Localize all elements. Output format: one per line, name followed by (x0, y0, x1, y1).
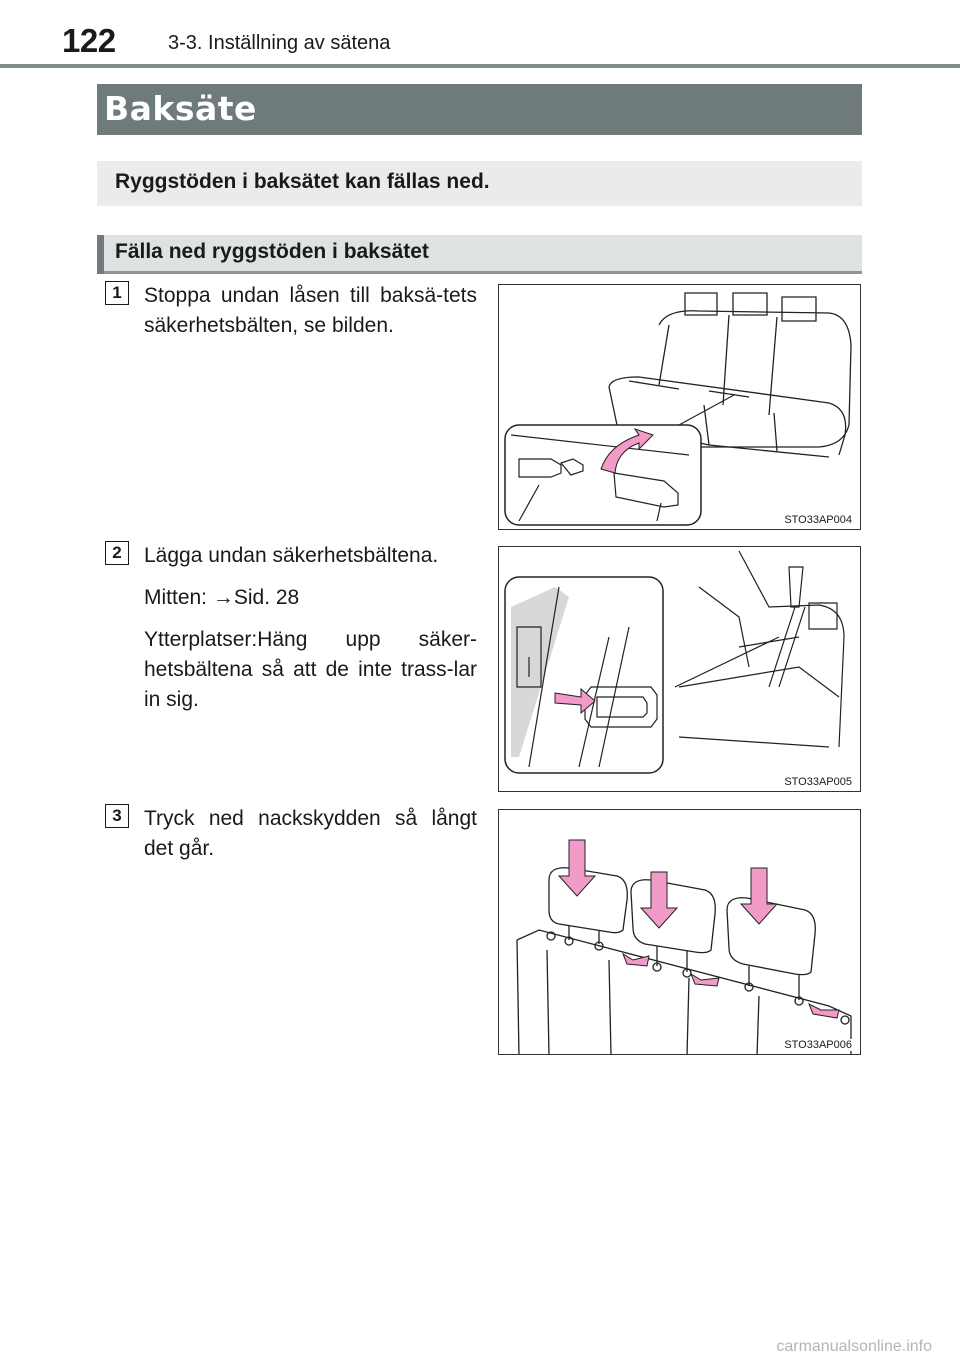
subsection-title: Fälla ned ryggstöden i baksätet (115, 240, 429, 263)
step-3-paragraph: Tryck ned nackskydden så långt det går. (144, 807, 477, 860)
step-2-paragraph-1: Lägga undan säkerhetsbältena. (144, 544, 439, 567)
step-1-paragraph: Stoppa undan låsen till baksä-tets säkerhetsbälten, se bilden. (144, 284, 477, 337)
subsection-heading (97, 235, 862, 274)
page-number: 122 (62, 22, 116, 59)
step-number-2: 2 (105, 541, 129, 565)
section-banner (97, 84, 862, 135)
section-title: Baksäte (104, 89, 257, 128)
intro-box (97, 161, 862, 206)
heading-bar (97, 235, 104, 274)
figure-code-3: STO33AP006 (784, 1039, 852, 1051)
intro-text: Ryggstöden i baksätet kan fällas ned. (115, 170, 490, 193)
step-text-2 (144, 541, 477, 727)
step-number-3: 3 (105, 804, 129, 828)
figure-rear-seat-buckles (498, 284, 861, 530)
step-2-paragraph-2: Mitten: →Sid. 28 (144, 586, 300, 609)
figure-seatbelt-stowing (498, 546, 861, 792)
step-text-1 (144, 281, 477, 353)
step-number-1: 1 (105, 281, 129, 305)
step-2-paragraph-3: Ytterplatser:Häng upp säker-hetsbältena så att de inte trass-lar in sig. (144, 628, 477, 711)
watermark: carmanualsonline.info (776, 1338, 932, 1355)
running-header: 3-3. Inställning av sätena (168, 32, 391, 54)
header-rule (0, 64, 960, 68)
figure-headrests-down (498, 809, 861, 1055)
step-text-3 (144, 804, 477, 876)
figure-code-2: STO33AP005 (784, 776, 852, 788)
figure-code-1: STO33AP004 (784, 514, 852, 526)
